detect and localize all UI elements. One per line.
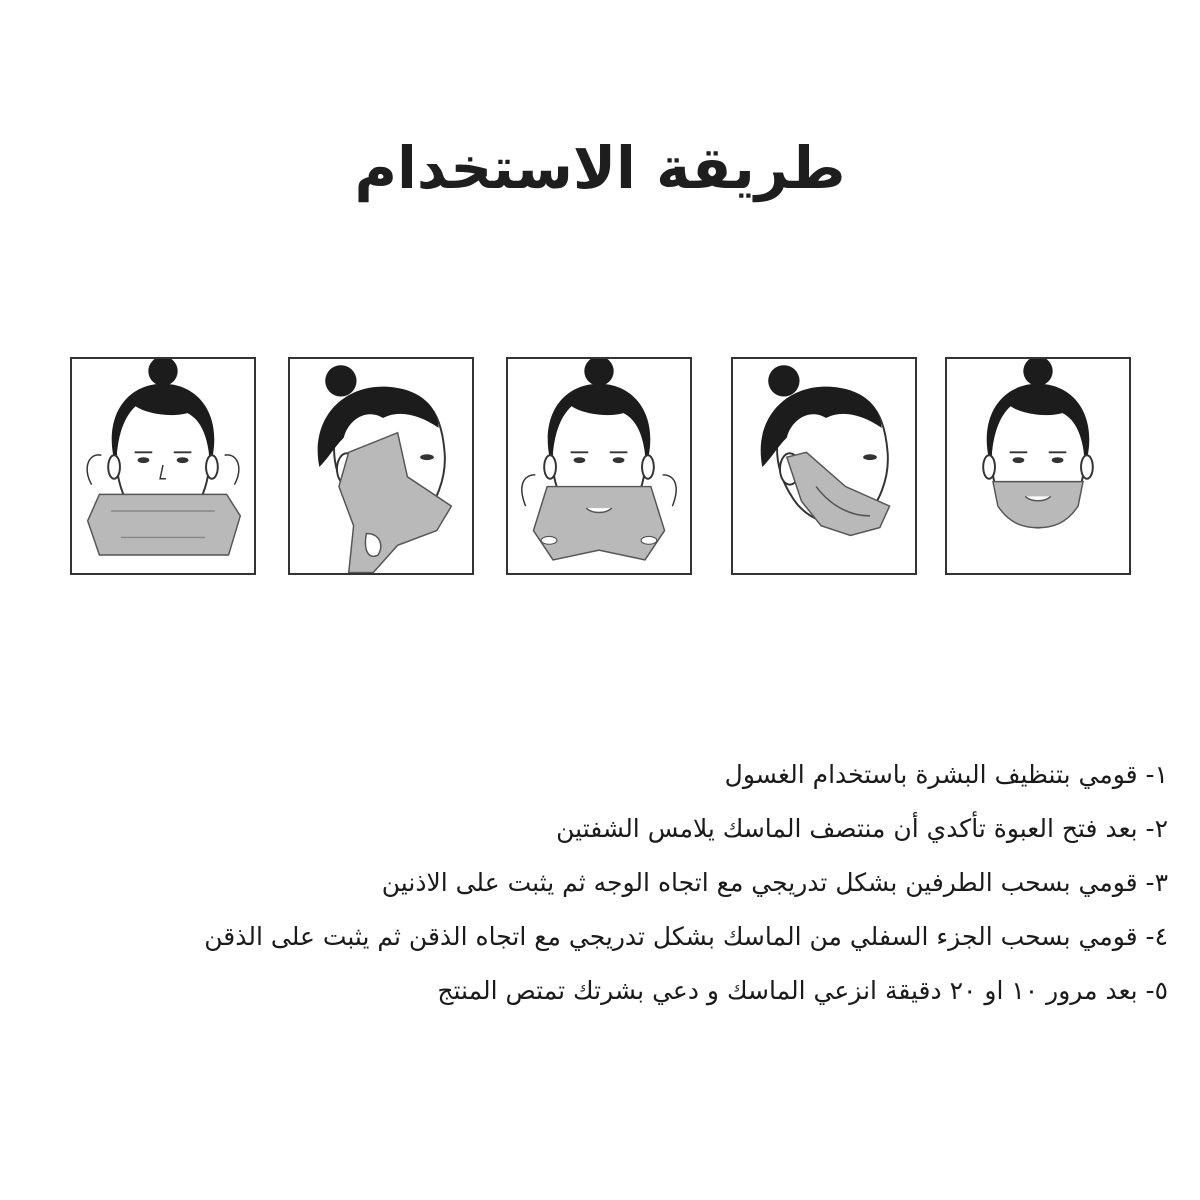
illustration-step-1 bbox=[70, 357, 256, 575]
instruction-step-1: ١- قومي بتنظيف البشرة باستخدام الغسول bbox=[724, 760, 1168, 789]
instruction-step-5: ٥- بعد مرور ١٠ او ٢٠ دقيقة انزعي الماسك و دعي بشرتك تمتص المنتج bbox=[437, 976, 1168, 1005]
instructions-list bbox=[28, 748, 1168, 1018]
illustration-step-2 bbox=[288, 357, 474, 575]
page-title: طريقة الاستخدام bbox=[354, 134, 846, 202]
instruction-step-3: ٣- قومي بسحب الطرفين بشكل تدريجي مع اتجاه الوجه ثم يثبت على الاذنين bbox=[381, 868, 1168, 897]
instruction-step-2: ٢- بعد فتح العبوة تأكدي أن منتصف الماسك يلامس الشفتين bbox=[556, 814, 1168, 843]
illustration-step-3 bbox=[506, 357, 692, 575]
illustration-step-5 bbox=[945, 357, 1131, 575]
instruction-step-4: ٤- قومي بسحب الجزء السفلي من الماسك بشكل تدريجي مع اتجاه الذقن ثم يثبت على الذقن bbox=[204, 922, 1168, 951]
instruction-illustrations bbox=[70, 357, 1130, 579]
illustration-step-4 bbox=[731, 357, 917, 575]
